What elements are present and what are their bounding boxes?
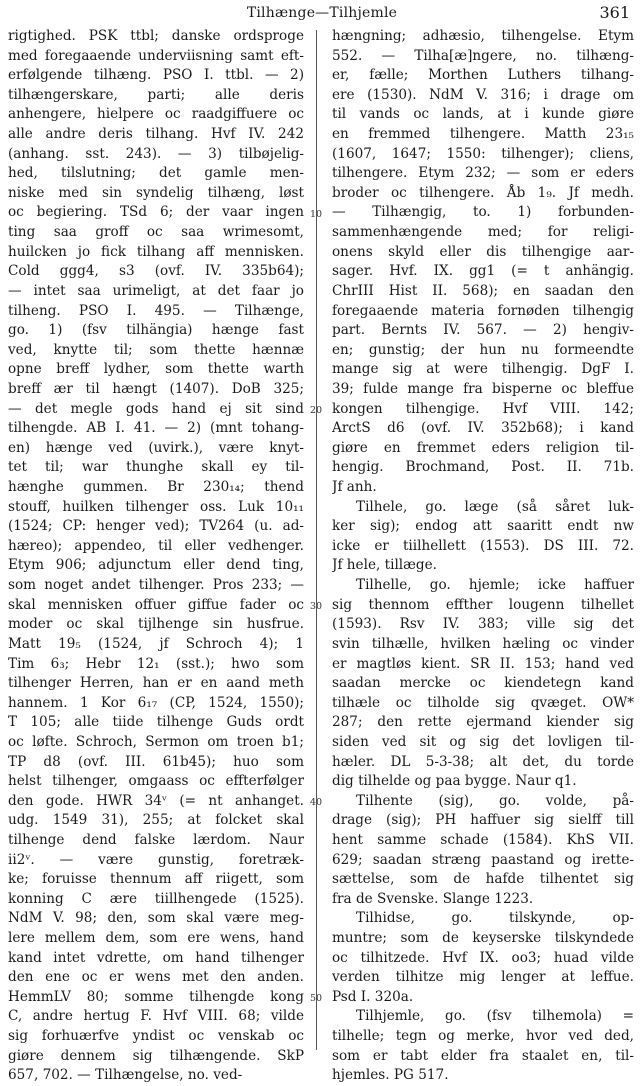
left-column-line: hænghe gummen. Br 230₁₄; thend xyxy=(8,479,304,496)
left-column-line: tilhenger Herren, han er en aand meth xyxy=(8,675,304,692)
left-column-line: NdM V. 98; den, som skal være meg- xyxy=(8,910,304,927)
right-column xyxy=(332,27,634,1086)
line-number: 10 xyxy=(309,208,323,220)
left-column-line: 657, 702. — Tilhængelse, no. ved- xyxy=(8,1067,243,1084)
left-column-line: udg. 1549 31), 255; at folcket skal xyxy=(8,812,304,829)
right-column-line: tilhelle; tegn og merke, hvor ved ded, xyxy=(332,1028,634,1045)
left-column-line: go. 1) (fsv tilhängia) hænge fast xyxy=(8,322,304,339)
right-column-line: saadan mercke oc kiendetegn kand xyxy=(332,675,634,692)
right-column-line: Jf hele, tillæge. xyxy=(332,557,437,574)
right-column-line: muntre; som de keyserske tilskyndede xyxy=(332,930,634,947)
right-column-line: Psd I. 320a. xyxy=(332,988,414,1005)
left-column-line: oc løfte. Schroch, Sermon om troen b1; xyxy=(8,733,304,750)
right-column-line: Tilhele, go. læge (så såret luk- xyxy=(356,498,634,515)
left-column-line: C, andre hertug F. Hvf VIII. 68; vilde xyxy=(8,1008,304,1025)
left-column-line: den ene oc er wens met den anden. xyxy=(8,969,304,986)
left-column-line: hed, tilslutning; det gamle men- xyxy=(8,165,304,182)
line-number: 20 xyxy=(309,404,323,416)
line-number: 40 xyxy=(309,797,323,809)
right-column-line: hengig. Brochmand, Post. II. 71b. xyxy=(332,459,634,476)
right-column-line: sager. Hvf. IX. gg1 (= t anhängig. xyxy=(332,263,634,280)
right-column-line: 39; fulde mange fra bisperne oc bleffue xyxy=(332,380,634,397)
left-column-line: moder oc skal tijlhenge sin husfrue. xyxy=(8,616,304,633)
right-column-line: Tilhidse, go. tilskynde, op- xyxy=(356,910,634,927)
left-column-line: en) hænge ved (uvirk.), være knyt- xyxy=(8,439,304,456)
left-column-line: erfølgende tilhæng. PSO I. ttbl. — 2) xyxy=(8,67,304,84)
left-column-line: sig forhuærfve yndist oc venskab oc xyxy=(8,1028,304,1045)
right-column-line: er, fælle; Morthen Luthers tilhang- xyxy=(332,67,634,84)
right-column-line: hæler. DL 5-3-38; alt det, du torde xyxy=(332,753,634,770)
left-column-line: — intet saa urimeligt, at det faar jo xyxy=(8,282,304,299)
right-column-line: oc tilhitzede. Hvf IX. oo3; huad vilde xyxy=(332,949,634,966)
line-number: 30 xyxy=(309,600,323,612)
left-column-line: hæreo); appendeo, til eller vedhenger. xyxy=(8,537,304,554)
right-column-line: dig tilhelde og paa bygge. Naur q1. xyxy=(332,773,577,790)
right-column-line: svin tilhælle, hvilken hæling oc vinder xyxy=(332,635,634,652)
right-column-line: en fremmed tilhengere. Matth 23₁₅ xyxy=(332,126,634,143)
left-column-line: huilcken jo fick tilhang aff mennisken. xyxy=(8,243,304,260)
right-column-line: broder oc tilhengere. Åb 1₉. Jf medh. xyxy=(332,184,634,201)
right-column-line: ker sig); endog att saaritt endt nw xyxy=(332,518,634,535)
right-column-line: tilhengere. Etym 232; — som er eders xyxy=(332,165,634,182)
right-column-line: (1607, 1647; 1550: tilhenger); cliens, xyxy=(332,145,634,162)
right-column-line: Jf anh. xyxy=(332,479,377,496)
left-column-line: anhengere, hielpere oc raadgiffuere oc xyxy=(8,106,304,123)
left-column-line: tilhængerskare, parti; alle deris xyxy=(8,86,304,103)
left-column-line: Matt 19₅ (1524, jf Schroch 4); 1 xyxy=(8,635,304,652)
left-column-line: oc begiering. TSd 6; der vaar ingen xyxy=(8,204,304,221)
left-column-line: HemmLV 80; somme tilhengde kong xyxy=(8,988,304,1005)
left-column-line: den gode. HWR 34ᵛ (= nt anhanget. xyxy=(8,792,304,809)
right-column-line: tilhæle oc tilholde sig qvæget. OW* xyxy=(332,694,634,711)
left-column-line: med foregaaende underviisning samt eft- xyxy=(8,47,304,64)
left-column-line: giøre dennem sig tilhængende. SkP xyxy=(8,1047,304,1064)
left-column-line: ii2ᵛ. — være gunstig, foretræk- xyxy=(8,851,304,868)
right-column-line: sættelse, som de hafde tilhentet sig xyxy=(332,871,634,888)
page-number: 361 xyxy=(599,3,630,22)
left-column-line: tilhenge dend falske lærdom. Naur xyxy=(8,831,304,848)
left-column-line: (anhang. sst. 243). — 3) tilbøjelig- xyxy=(8,145,304,162)
left-column-line: niske med sin syndelig tilhæng, løst xyxy=(8,184,304,201)
right-column-line: Tilhjemle, go. (fsv tilhemola) = xyxy=(356,1008,634,1025)
line-number: 50 xyxy=(309,993,323,1005)
right-column-line: sammenhængende med; for religi- xyxy=(332,224,634,241)
left-column-line: Etym 906; adjunctum eller dend ting, xyxy=(8,557,304,574)
left-column-line: skal mennisken offuer giffue fader oc xyxy=(8,596,304,613)
right-column-line: siden ved sit og sig det lovligen til- xyxy=(332,733,634,750)
right-column-line: part. Bernts IV. 567. — 2) hengiv- xyxy=(332,322,634,339)
right-column-line: foregaaende materia fornøden tilhengig xyxy=(332,302,634,319)
left-column-line: som noget andet tilhenger. Pros 233; — xyxy=(8,577,304,594)
right-column-line: ArctS d6 (ovf. IV. 352b68); i kand xyxy=(332,420,634,437)
left-column-line: breff ær til hængt (1407). DoB 325; xyxy=(8,380,304,397)
right-column-line: icke er tiilhellett (1553). DS III. 72. xyxy=(332,537,634,554)
right-column-line: 629; saadan stræng paastand og irette- xyxy=(332,851,634,868)
right-column-line: mange sig at were tilhengig. DgF I. xyxy=(332,361,634,378)
left-column-line: Tim 6₃; Hebr 12₁ (sst.); hwo som xyxy=(8,655,304,672)
left-column-line: hannem. 1 Kor 6₁₇ (CP, 1524, 1550); xyxy=(8,694,304,711)
left-column-line: tilheng. PSO I. 495. — Tilhænge, xyxy=(8,302,304,319)
column-divider xyxy=(316,30,317,1050)
left-column-line: tilhengde. AB I. 41. — 2) (mnt tohang- xyxy=(8,420,304,437)
right-column-line: 552. — Tilha[æ]ngere, no. tilhæng- xyxy=(332,47,634,64)
running-header xyxy=(0,0,644,30)
header-title: Tilhænge—Tilhjemle xyxy=(246,5,398,21)
right-column-line: sig thennom effther lougenn tilhellet xyxy=(332,596,634,613)
right-column-line: onens skyld eller dis tilhengige aar- xyxy=(332,243,634,260)
left-column-line: lere mellem dem, som ere wens, hand xyxy=(8,930,304,947)
left-column-line: helst tilhenger, omgaass oc effterfølger xyxy=(8,773,304,790)
right-column-line: kongen tilhengige. Hvf VIII. 142; xyxy=(332,400,634,417)
right-column-line: hængning; adhæsio, tilhengelse. Etym xyxy=(332,28,634,44)
left-column-line: ved, knytte til; som thette hænnæ xyxy=(8,341,304,358)
right-column-line: ChrIII Hist II. 568); en saadan den xyxy=(332,282,634,299)
right-column-line: en; gunstig; der hun nu formeendte xyxy=(332,341,634,358)
left-column-line: ke; foruisse thennum aff riigett, som xyxy=(8,871,304,888)
right-column-line: fra de Svenske. Slange 1223. xyxy=(332,890,534,907)
right-column-line: er magtløs kient. SR II. 153; hand ved xyxy=(332,655,634,672)
left-column-line: Cold ggg4, s3 (ovf. IV. 335b64); xyxy=(8,263,304,280)
right-column-line: Tilhente (sig), go. volde, på- xyxy=(356,792,634,809)
right-column-line: hent samme schade (1584). KhS VII. xyxy=(332,831,634,848)
left-column-line: — det megle gods hand ej sit sind xyxy=(8,400,304,417)
left-column-line: opne breff lydher, som thette warth xyxy=(8,361,304,378)
left-column-line: stouff, huilken tilhenger oss. Luk 10₁₁ xyxy=(8,498,304,515)
left-column-line: ting saa groff oc saa wrimesomt, xyxy=(8,224,304,241)
right-column-line: 287; den rette ejermand kiender sig xyxy=(332,714,634,731)
right-column-line: giøre en fremmet eders religion til- xyxy=(332,439,634,456)
right-column-line: — Tilhængig, to. 1) forbunden- xyxy=(332,204,634,221)
right-column-line: (1593). Rsv IV. 383; ville sig det xyxy=(332,616,634,633)
right-column-line: Tilhelle, go. hjemle; icke haffuer xyxy=(356,577,634,594)
right-column-line: til vands oc lands, at i kunde giøre xyxy=(332,106,634,123)
left-column-line: tet til; war thunghe skall ey til- xyxy=(8,459,304,476)
left-column-line: TP d8 (ovf. III. 61b45); huo som xyxy=(8,753,304,770)
left-column-line: T 105; alle tiide tilhenge Guds ordt xyxy=(8,714,304,731)
right-column-line: ere (1530). NdM V. 316; i drage om xyxy=(332,86,634,103)
left-column-line: rigtighed. PSK ttbl; danske ordsproge xyxy=(8,28,304,44)
left-column-line: (1524; CP: henger ved); TV264 (u. ad- xyxy=(8,518,304,535)
left-column-line: kand intet vdrette, om hand tilhenger xyxy=(8,949,304,966)
left-column-line: alle andre deris tilhang. Hvf IV. 242 xyxy=(8,126,304,143)
right-column-line: som er tabt elder fra staalet en, til- xyxy=(332,1047,634,1064)
left-column xyxy=(8,27,304,1086)
right-column-line: drage (sig); PH haffuer sig sielff till xyxy=(332,812,634,829)
left-column-line: konning C ære tiillhengede (1525). xyxy=(8,890,304,907)
right-column-line: hjemles. PG 517. xyxy=(332,1067,449,1084)
right-column-line: verden tilhitze mig lenger at leffue. xyxy=(332,969,634,986)
